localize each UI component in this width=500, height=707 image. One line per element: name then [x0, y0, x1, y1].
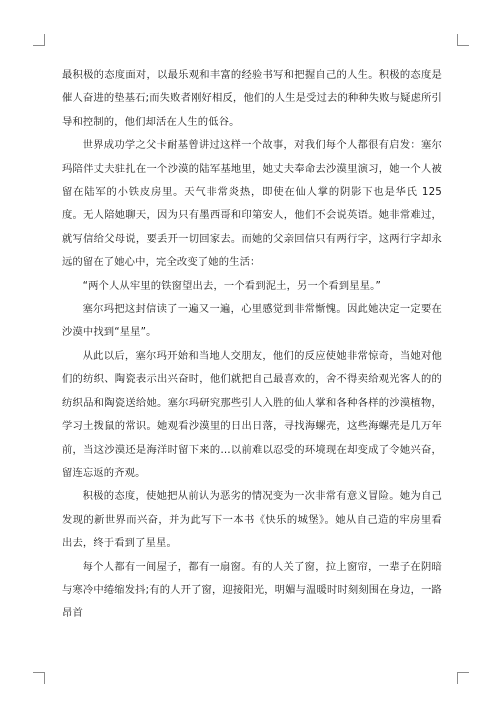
paragraph: 塞尔玛把这封信读了一遍又一遍，心里感觉到非常惭愧。因此她决定一定要在沙漠中找到“星星”。	[62, 303, 442, 339]
paragraph: 从此以后，塞尔玛开始和当地人交朋友，他们的反应使她非常惊奇，当她对他们的纺织、陶瓷表示出兴奋时，他们就把自己最喜欢的，舍不得卖给观光客人的的纺织品和陶瓷送给她。塞尔玛研究那些引人入胜的仙人掌和各种各样的沙漠植物，学习土拨鼠的常识。她观看沙漠里的日出日落，寻找海螺壳，这些海螺壳是几万年前，当这沙漠还是海洋时留下来的…以前难以忍受的环境现在却变成了令她兴奋，留连忘返的齐观。	[62, 349, 442, 479]
crop-mark-top-right	[457, 34, 469, 46]
paragraph: “两个人从牢里的铁窗望出去，一个看到泥土，另一个看到星星。”	[82, 279, 381, 292]
crop-mark-top-left	[33, 34, 45, 46]
paragraph: 世界成功学之父卡耐基曾讲过这样一个故事，对我们每个人都很有启发：塞尔玛陪伴丈夫驻扎在一个沙漠的陆军基地里，她丈夫奉命去沙漠里演习，她一个人被留在陆军的小铁皮房里。天气非常炎热，即使在仙人掌的阴影下也是华氏 125 度。无人陪她聊天，因为只有墨西哥和印第安人，他们不会说英语。她非常难过，就写信给父母说，要丢开一切回家去。而她的父亲回信只有两行字，这两行字却永远的留在了她心中，完全改变了她的生活：	[62, 139, 442, 269]
crop-mark-bottom-left	[33, 672, 45, 684]
paragraph: 积极的态度，使她把从前认为恶劣的情况变为一次非常有意义冒险。她为自己发现的新世界而兴奋，并为此写下一本书《快乐的城堡》。她从自己造的牢房里看出去，终于看到了星星。	[62, 490, 442, 550]
document-body	[62, 64, 442, 626]
paragraph: 每个人都有一间屋子，都有一扇窗。有的人关了窗，拉上窗帘，一辈子在阴暗与寒冷中绻缩发抖;有的人开了窗，迎接阳光，明媚与温暖时时刻刻围在身边，一路昂首	[62, 560, 442, 620]
paragraph: 最积极的态度面对，以最乐观和丰富的经验书写和把握自己的人生。积极的态度是催人奋进的垫基石;而失败者刚好相反，他们的人生是受过去的种种失败与疑虑所引导和控制的，他们却活在人生的低谷。	[62, 69, 442, 128]
crop-mark-bottom-right	[457, 672, 469, 684]
